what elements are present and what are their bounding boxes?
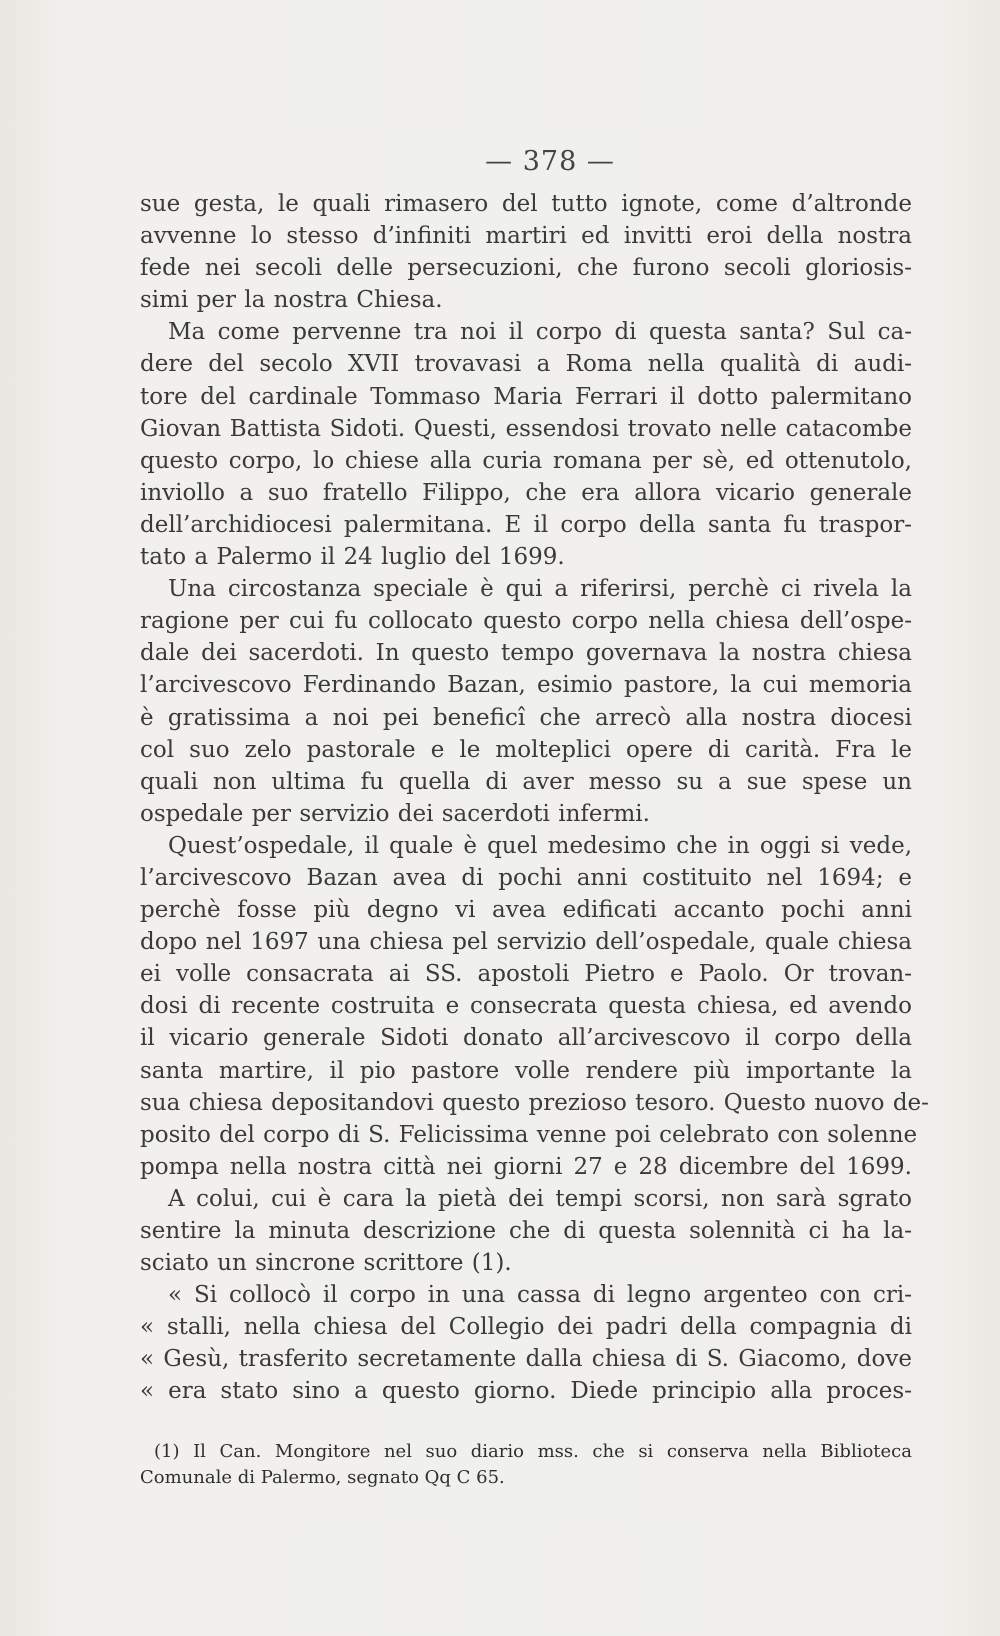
- text-line: Quest’ospedale, il quale è quel medesimo che in oggi si vede,: [168, 832, 912, 859]
- text-line: sentire la minuta descrizione che di questa solennità ci ha la-: [140, 1218, 912, 1244]
- page-number: — 378 —: [485, 146, 615, 177]
- body-text: [140, 188, 929, 1408]
- text-line: l’arcivescovo Ferdinando Bazan, esimio pastore, la cui memoria: [140, 672, 912, 699]
- text-line: « stalli, nella chiesa del Collegio dei padri della compagnia di: [140, 1314, 912, 1341]
- text-line: sua chiesa depositandovi questo prezioso tesoro. Questo nuovo de-: [140, 1089, 929, 1116]
- text-line: fede nei secoli delle persecuzioni, che furono secoli gloriosis-: [140, 255, 912, 282]
- text-line: inviollo a suo fratello Filippo, che era allora vicario generale: [140, 479, 912, 506]
- text-line: Una circostanza speciale è qui a riferirsi, perchè ci rivela la: [168, 576, 912, 603]
- text-line: « era stato sino a questo giorno. Diede principio alla proces-: [140, 1378, 912, 1405]
- text-line: tore del cardinale Tommaso Maria Ferrari il dotto palermitano: [140, 383, 912, 410]
- text-line: posito del corpo di S. Felicissima venne poi celebrato con solenne: [140, 1121, 918, 1148]
- text-line: pompa nella nostra città nei giorni 27 e 28 dicembre del 1699.: [140, 1153, 912, 1180]
- text-line: santa martire, il pio pastore volle rendere più importante la: [140, 1057, 912, 1084]
- text-line: tato a Palermo il 24 luglio del 1699.: [140, 544, 565, 571]
- text-line: il vicario generale Sidoti donato all’arcivescovo il corpo della: [140, 1025, 912, 1052]
- text-line: ragione per cui fu collocato questo corpo nella chiesa dell’ospe-: [140, 608, 912, 635]
- footnote-line: Comunale di Palermo, segnato Qq C 65.: [140, 1467, 505, 1488]
- text-line: « Gesù, trasferito secretamente dalla chiesa di S. Giacomo, dove: [140, 1346, 912, 1373]
- text-line: Giovan Battista Sidoti. Questi, essendosi trovato nelle catacombe: [140, 415, 912, 442]
- text-line: sciato un sincrone scrittore (1).: [140, 1250, 512, 1277]
- text-line: Ma come pervenne tra noi il corpo di questa santa? Sul ca-: [168, 319, 912, 346]
- text-line: perchè fosse più degno vi avea edificati accanto pochi anni: [140, 897, 912, 924]
- text-line: l’arcivescovo Bazan avea di pochi anni costituito nel 1694; e: [140, 864, 912, 891]
- footnote: [140, 1439, 912, 1491]
- text-line: avvenne lo stesso d’infiniti martiri ed invitti eroi della nostra: [140, 223, 912, 250]
- text-line: dosi di recente costruita e consecrata questa chiesa, ed avendo: [140, 993, 912, 1020]
- text-line: simi per la nostra Chiesa.: [140, 287, 443, 314]
- text-line: dale dei sacerdoti. In questo tempo governava la nostra chiesa: [140, 640, 912, 667]
- text-line: dere del secolo XVII trovavasi a Roma nella qualità di audi-: [140, 351, 912, 378]
- text-line: è gratissima a noi pei beneficî che arrecò alla nostra diocesi: [140, 704, 912, 731]
- text-line: dell’archidiocesi palermitana. E il corpo della santa fu traspor-: [140, 511, 912, 538]
- text-line: A colui, cui è cara la pietà dei tempi scorsi, non sarà sgrato: [168, 1185, 912, 1212]
- text-line: col suo zelo pastorale e le molteplici opere di carità. Fra le: [140, 736, 912, 763]
- footnote-line: (1) Il Can. Mongitore nel suo diario mss. che si conserva nella Biblioteca: [154, 1441, 912, 1462]
- text-line: « Si collocò il corpo in una cassa di legno argenteo con cri-: [168, 1282, 912, 1309]
- text-line: ei volle consacrata ai SS. apostoli Pietro e Paolo. Or trovan-: [140, 961, 912, 988]
- text-line: dopo nel 1697 una chiesa pel servizio dell’ospedale, quale chiesa: [140, 929, 912, 956]
- text-line: questo corpo, lo chiese alla curia romana per sè, ed ottenutolo,: [140, 447, 912, 474]
- text-line: sue gesta, le quali rimasero del tutto ignote, come d’altronde: [140, 191, 912, 217]
- text-line: quali non ultima fu quella di aver messo su a sue spese un: [140, 768, 912, 795]
- text-line: ospedale per servizio dei sacerdoti infermi.: [140, 800, 650, 827]
